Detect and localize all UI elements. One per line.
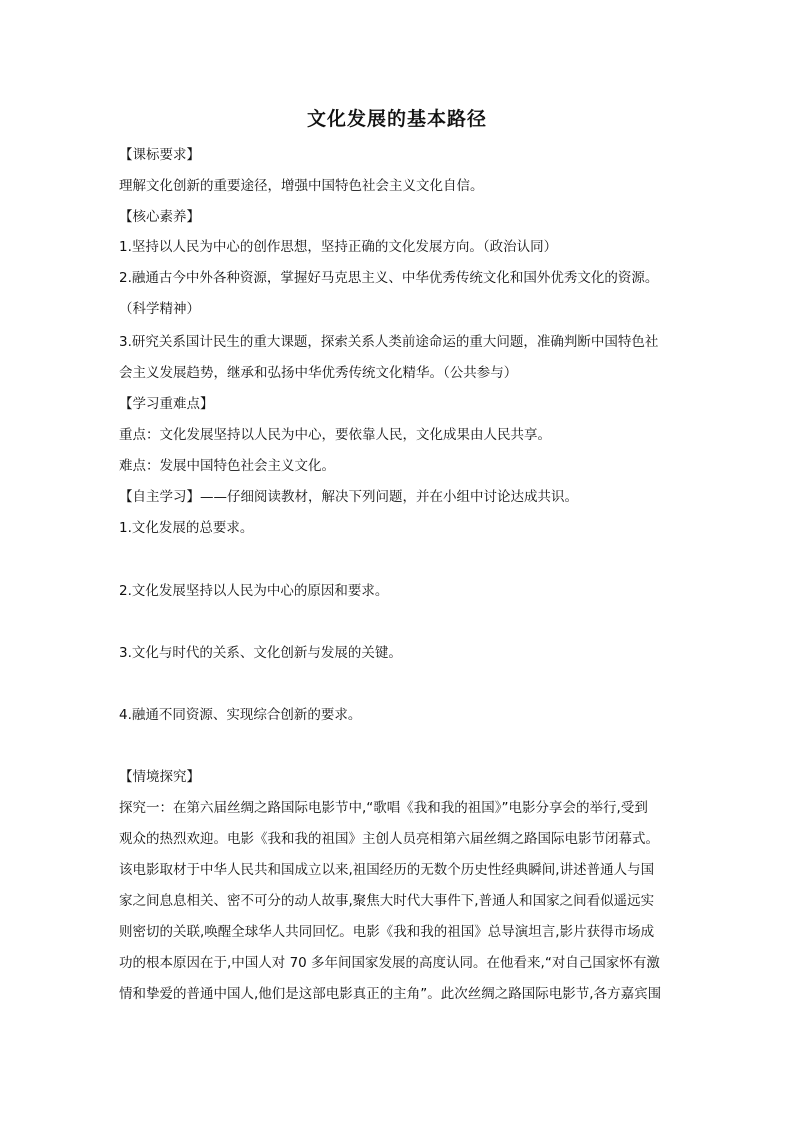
tanjiu-line-7: 情和挚爱的普通中国人,他们是这部电影真正的主角”。此次丝绸之路国际电影节,各方嘉宾围 [119, 986, 662, 1002]
kebiao-text: 理解文化创新的重要途径，增强中国特色社会主义文化自信。 [119, 178, 484, 194]
hexin-item-1: 1.坚持以人民为中心的创作思想，坚持正确的文化发展方向。（政治认同） [119, 239, 558, 255]
hexin-item-2-line-1: 2.融通古今中外各种资源，掌握好马克思主义、中华优秀传统文化和国外优秀文化的资源。 [119, 270, 659, 286]
tanjiu-line-1: 探究一：在第六届丝绸之路国际电影节中,“歌唱《我和我的祖国》”电影分享会的举行,受到 [119, 800, 648, 816]
question-4: 4.融通不同资源、实现综合创新的要求。 [119, 707, 362, 723]
zhongnan-heading: 【学习重难点】 [119, 396, 214, 412]
question-1: 1.文化发展的总要求。 [119, 520, 254, 536]
hexin-item-2-line-2: （科学精神） [119, 301, 200, 317]
hexin-item-3-line-2: 会主义发展趋势，继承和弘扬中华优秀传统文化精华。（公共参与） [119, 365, 518, 381]
tanjiu-line-5: 则密切的关联,唤醒全球华人共同回忆。电影《我和我的祖国》总导演坦言,影片获得市场成 [119, 924, 655, 940]
nandian-text: 难点：发展中国特色社会主义文化。 [119, 458, 335, 474]
tanjiu-line-6: 功的根本原因在于,中国人对 70 多年间国家发展的高度认同。在他看来,“对自己国家怀有激 [119, 955, 660, 971]
qingjing-heading: 【情境探究】 [119, 769, 200, 785]
zhongdian-text: 重点：文化发展坚持以人民为中心，要依靠人民，文化成果由人民共享。 [119, 427, 551, 443]
tanjiu-line-2: 观众的热烈欢迎。电影《我和我的祖国》主创人员亮相第六届丝绸之路国际电影节闭幕式。 [119, 831, 659, 847]
zizhu-heading: 【自主学习】——仔细阅读教材，解决下列问题，并在小组中讨论达成共识。 [119, 489, 578, 505]
kebiao-heading: 【课标要求】 [119, 147, 200, 163]
question-3: 3.文化与时代的关系、文化创新与发展的关键。 [119, 645, 402, 661]
question-2: 2.文化发展坚持以人民为中心的原因和要求。 [119, 583, 389, 599]
tanjiu-line-4: 家之间息息相关、密不可分的动人故事,聚焦大时代大事件下,普通人和国家之间看似遥远实 [119, 893, 655, 909]
tanjiu-line-3: 该电影取材于中华人民共和国成立以来,祖国经历的无数个历史性经典瞬间,讲述普通人与国 [119, 862, 655, 878]
hexin-heading: 【核心素养】 [119, 209, 200, 225]
document-title: 文化发展的基本路径 [306, 108, 487, 130]
hexin-item-3-line-1: 3.研究关系国计民生的重大课题，探索关系人类前途命运的重大问题，准确判断中国特色社 [119, 334, 659, 350]
